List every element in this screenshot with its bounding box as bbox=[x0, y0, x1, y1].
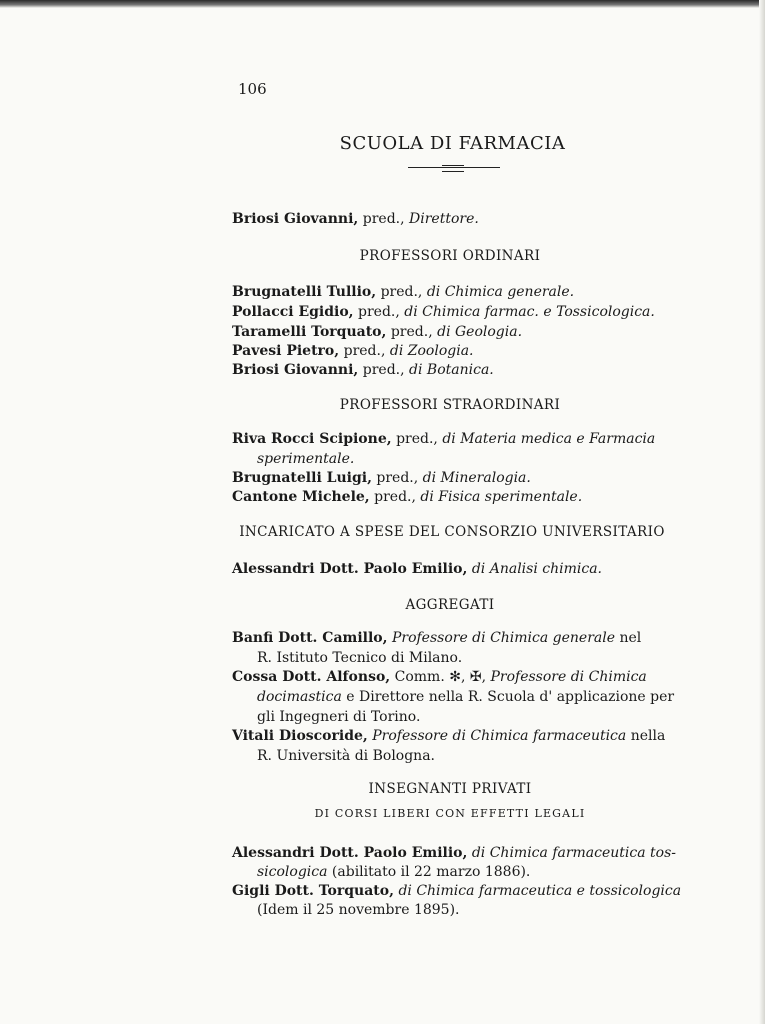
straordinari-entry bbox=[232, 489, 582, 505]
straordinari-entry-cont bbox=[257, 451, 354, 467]
page-title: SCUOLA DI FARMACIA bbox=[339, 133, 566, 154]
privati-entry-cont bbox=[257, 902, 459, 918]
privati-entry-cont bbox=[257, 864, 530, 880]
professor-subject: di Chimica farmac. e Tossicologica. bbox=[404, 304, 655, 320]
insegnante-name: Gigli Dott. Torquato, bbox=[232, 883, 394, 899]
professor-name: Pollacci Egidio, bbox=[232, 304, 354, 320]
professor-name: Pavesi Pietro, bbox=[232, 343, 340, 359]
aggregati-entry-cont bbox=[257, 689, 674, 705]
heading-incaricato: INCARICATO A SPESE DEL CONSORZIO UNIVERSITARIO bbox=[239, 524, 665, 540]
professor-subject: di Zoologia. bbox=[389, 343, 474, 359]
aggregato-text: nel bbox=[619, 630, 642, 646]
ordinari-entry bbox=[232, 304, 655, 320]
director-title: Direttore. bbox=[409, 211, 479, 227]
aggregato-text: nella bbox=[630, 728, 666, 744]
director-role: pred., bbox=[362, 211, 405, 227]
aggregati-entry bbox=[232, 669, 647, 685]
aggregati-entry-cont bbox=[257, 748, 435, 764]
professor-name: Taramelli Torquato, bbox=[232, 324, 387, 340]
professor-subject: di Fisica sperimentale. bbox=[420, 489, 583, 505]
professor-role: pred., bbox=[358, 304, 400, 320]
professor-role: pred., bbox=[343, 343, 386, 359]
professor-role: pred., bbox=[380, 284, 423, 300]
aggregato-text: e Direttore nella R. Scuola d' applicazione per bbox=[346, 689, 675, 705]
aggregati-entry bbox=[232, 630, 641, 646]
privati-entry bbox=[232, 883, 681, 899]
privati-entry bbox=[232, 845, 676, 861]
professor-subject: di Chimica generale. bbox=[426, 284, 575, 300]
director-name: Briosi Giovanni, bbox=[232, 211, 359, 227]
heading-privati: INSEGNANTI PRIVATI bbox=[368, 781, 532, 797]
professor-name: Riva Rocci Scipione, bbox=[232, 431, 392, 447]
aggregati-entry-cont bbox=[257, 650, 462, 666]
straordinari-entry bbox=[232, 431, 655, 447]
professor-role: pred., bbox=[362, 362, 405, 378]
professor-name: Briosi Giovanni, bbox=[232, 362, 359, 378]
aggregato-text: R. Università di Bologna. bbox=[257, 748, 435, 764]
professor-role: pred., bbox=[374, 489, 416, 505]
title-rule-ornament bbox=[442, 165, 464, 172]
professor-subject: di Materia medica e Farmacia bbox=[442, 431, 656, 447]
ordinari-entry bbox=[232, 324, 522, 340]
incaricato-entry bbox=[232, 561, 602, 577]
insegnante-subject: sicologica bbox=[257, 864, 328, 880]
professor-subject: di Mineralogia. bbox=[422, 470, 531, 486]
page-top-edge bbox=[0, 0, 765, 8]
professor-name: Brugnatelli Tullio, bbox=[232, 284, 377, 300]
aggregato-name: Vitali Dioscoride, bbox=[232, 728, 368, 744]
professor-role: pred., bbox=[390, 324, 433, 340]
professor-subject: di Botanica. bbox=[409, 362, 494, 378]
heading-ordinari: PROFESSORI ORDINARI bbox=[359, 248, 541, 264]
insegnante-name: Alessandri Dott. Paolo Emilio, bbox=[232, 845, 468, 861]
aggregato-name: Cossa Dott. Alfonso, bbox=[232, 669, 391, 685]
professor-name: Cantone Michele, bbox=[232, 489, 370, 505]
insegnante-subject: di Chimica farmaceutica e tossicologica bbox=[398, 883, 682, 899]
aggregati-entry bbox=[232, 728, 665, 744]
aggregato-text: gli Ingegneri di Torino. bbox=[257, 709, 421, 725]
page-number: 106 bbox=[238, 80, 267, 98]
aggregato-subject: docimastica bbox=[257, 689, 342, 705]
heading-aggregati: AGGREGATI bbox=[405, 597, 495, 613]
professor-subject: sperimentale. bbox=[257, 451, 355, 467]
aggregato-subject: Professore di Chimica bbox=[490, 669, 647, 685]
aggregato-subject: Professore di Chimica farmaceutica bbox=[372, 728, 627, 744]
subheading-privati: DI CORSI LIBERI CON EFFETTI LEGALI bbox=[314, 807, 586, 820]
ordinari-entry bbox=[232, 362, 494, 378]
professor-role: pred., bbox=[396, 431, 438, 447]
professor-name: Alessandri Dott. Paolo Emilio, bbox=[232, 561, 468, 577]
aggregato-honors: Comm. ✻, ✠, bbox=[394, 669, 487, 685]
professor-role: pred., bbox=[376, 470, 419, 486]
ordinari-entry bbox=[232, 343, 474, 359]
aggregato-subject: Professore di Chimica generale bbox=[391, 630, 616, 646]
ordinari-entry bbox=[232, 284, 574, 300]
aggregato-name: Banfi Dott. Camillo, bbox=[232, 630, 388, 646]
director-entry bbox=[232, 211, 479, 227]
insegnante-text: (abilitato il 22 marzo 1886). bbox=[331, 864, 531, 880]
aggregato-text: R. Istituto Tecnico di Milano. bbox=[257, 650, 463, 666]
straordinari-entry bbox=[232, 470, 531, 486]
heading-straordinari: PROFESSORI STRAORDINARI bbox=[339, 397, 561, 413]
professor-subject: di Geologia. bbox=[437, 324, 523, 340]
professor-subject: di Analisi chimica. bbox=[471, 561, 602, 577]
professor-name: Brugnatelli Luigi, bbox=[232, 470, 372, 486]
insegnante-subject: di Chimica farmaceutica tos- bbox=[471, 845, 677, 861]
insegnante-text: (Idem il 25 novembre 1895). bbox=[257, 902, 460, 918]
aggregati-entry-cont bbox=[257, 709, 420, 725]
